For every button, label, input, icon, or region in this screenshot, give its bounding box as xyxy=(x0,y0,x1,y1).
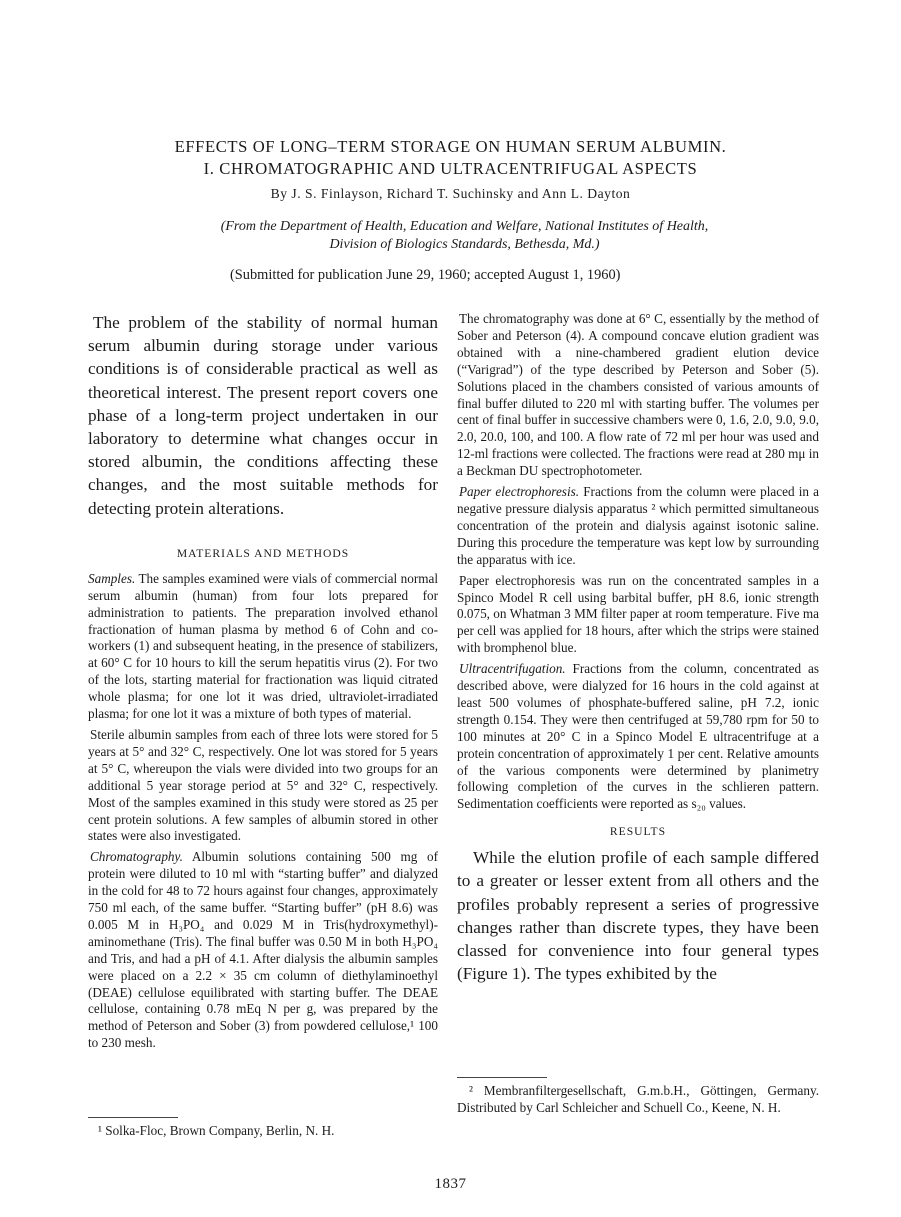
ultracentrifugation-paragraph xyxy=(457,661,819,813)
footnote-rule-left xyxy=(88,1117,178,1118)
footnote-1: ¹ Solka-Floc, Brown Company, Berlin, N. H. xyxy=(98,1123,335,1138)
ultracentrifugation-label: Ultracentrifugation. xyxy=(459,661,566,677)
footnote-rule-right xyxy=(457,1077,547,1078)
chromatography-label: Chromatography. xyxy=(90,849,183,865)
paper-electrophoresis-text: Fractions from the column were placed in a negative pressure dialysis apparatus ² which permitted simultaneous concentration of the protein and dialysis against isotonic saline. During this procedure the temperature was kept low by surrounding the apparatus with ice. xyxy=(457,484,820,567)
samples-text: The samples examined were vials of commercial normal serum albumin (human) from four lots prepared for administration to patients. The preparation involved ethanol fractionation of human plasma by method 6 of Cohn and co-workers (1) and subsequent heating, in the presence of stabilizers, at 60° C for 10 hours to kill the serum hepatitis virus (2). For two of the lots, starting material for fractionation was liquid citrated whole plasma; for one lot it was dried, ultraviolet-irradiated plasma; for one lot it was a mixture of both types of material. xyxy=(88,570,438,722)
affiliation-line-1: (From the Department of Health, Education and Welfare, National Institutes of Health, xyxy=(220,219,709,234)
materials-methods-heading: MATERIALS AND METHODS xyxy=(176,546,350,560)
intro-paragraph: The problem of the stability of normal human serum albumin during storage under various conditions is of considerable practical as well as theoretical interest. The present report covers one phase of a long-term project undertaken in our laboratory to determine what changes occur in stored albumin, the conditions affecting these changes, and the most suitable methods for detecting protein alterations. xyxy=(88,313,438,518)
submission-dates: (Submitted for publication June 29, 1960; accepted August 1, 1960) xyxy=(230,267,621,283)
affiliation-line-2: Division of Biologics Standards, Bethesda, Md.) xyxy=(329,237,600,252)
paper-electrophoresis-run: Paper electrophoresis was run on the concentrated samples in a Spinco Model R cell using barbital buffer, pH 8.6, ionic strength 0.075, on Whatman 3 MM filter paper at room temperature. Five ma per cell was applied for 18 hours, after which the strips were stained with bromphenol blue. xyxy=(457,572,819,656)
paper-electrophoresis-label: Paper electrophoresis. xyxy=(459,484,580,500)
chromatography-continued: The chromatography was done at 6° C, essentially by the method of Sober and Peterson (4). A compound concave elution gradient was obtained with a nine-chambered gradient elution device (“Varigrad”) of the type described by Peterson and Sober (5). Solutions placed in the chambers consisted of various amounts of final buffer diluted to 220 ml with starting buffer. The volumes per cent of final buffer in successive chambers were 0, 1.6, 2.0, 9.0, 9.0, 2.0, 20.0, 100, and 100. A flow rate of 72 ml per hour was used and 12-ml fractions were collected. The fractions were read at 280 mμ in a Beckman DU spectrophotometer. xyxy=(457,311,820,479)
samples-label: Samples. xyxy=(88,570,136,586)
article-title-line-1: EFFECTS OF LONG–TERM STORAGE ON HUMAN SERUM ALBUMIN. xyxy=(174,137,727,156)
chromatography-paragraph xyxy=(88,849,438,1052)
right-column xyxy=(457,311,819,986)
article-title-line-2: I. CHROMATOGRAPHIC AND ULTRACENTRIFUGAL ASPECTS xyxy=(203,159,698,178)
results-heading: RESULTS xyxy=(609,825,667,839)
results-paragraph: While the elution profile of each sample differed to a greater or lesser extent from all others and the profiles probably represent a series of progressive changes rather than discrete types, they have been classed for convenience into four general types (Figure 1). The types exhibited by the xyxy=(457,848,819,984)
samples-paragraph xyxy=(88,571,438,723)
paper-electrophoresis-paragraph xyxy=(457,484,819,569)
left-column xyxy=(88,311,438,1052)
ultracentrifugation-text: Fractions from the column, concentrated as described above, were dialyzed for 16 hours in the cold against at least 500 volumes of phosphate-buffered saline, pH 7.2, ionic strength 0.154. They were then centrifuged at 59,780 rpm for 50 to 100 minutes at 20° C in a Spinco Model E ultracentrifuge at a protein concentration of approximately 1 per cent. Relative amounts of the various components were determined by planimetry following completion of the curves in the schlieren pattern. Sedimentation coefficients were reported as s₂₀ values. xyxy=(457,661,819,812)
storage-paragraph: Sterile albumin samples from each of three lots were stored for 5 years at 5° and 32° C, respectively. One lot was stored for 5 years at 5° C, whereupon the vials were divided into two groups for an additional 5 year storage period at 5° and 32° C, respectively. Most of the samples examined in this study were stored as 25 per cent protein solutions. A few samples of albumin stored in other states were also investigated. xyxy=(88,726,438,844)
page-number: 1837 xyxy=(434,1176,467,1192)
footnote-2: ² Membranfiltergesellschaft, G.m.b.H., Göttingen, Germany. Distributed by Carl Schleicher and Schuell Co., Keene, N. H. xyxy=(457,1083,819,1115)
author-line: By J. S. Finlayson, Richard T. Suchinsky and Ann L. Dayton xyxy=(270,186,631,201)
chromatography-text: Albumin solutions containing 500 mg of protein were diluted to 10 ml with “starting buffer” and dialyzed in the cold for 48 to 72 hours against four changes, approximately 750 ml each, of the same buffer. “Starting buffer” (pH 8.6) was 0.005 M in H₃PO₄ and 0.029 M in Tris(hydroxymethyl)-aminomethane (Tris). The final buffer was 0.50 M in both H₃PO₄ and Tris, and had a pH of 4.1. After dialysis the albumin samples were placed on a 2.2 × 35 cm column of diethylaminoethyl (DEAE) cellulose equilibrated with starting buffer. The DEAE cellulose, containing 0.78 mEq N per g, was prepared by the method of Peterson and Sober (3) from powdered cellulose,¹ 100 to 230 mesh. xyxy=(88,849,438,1051)
